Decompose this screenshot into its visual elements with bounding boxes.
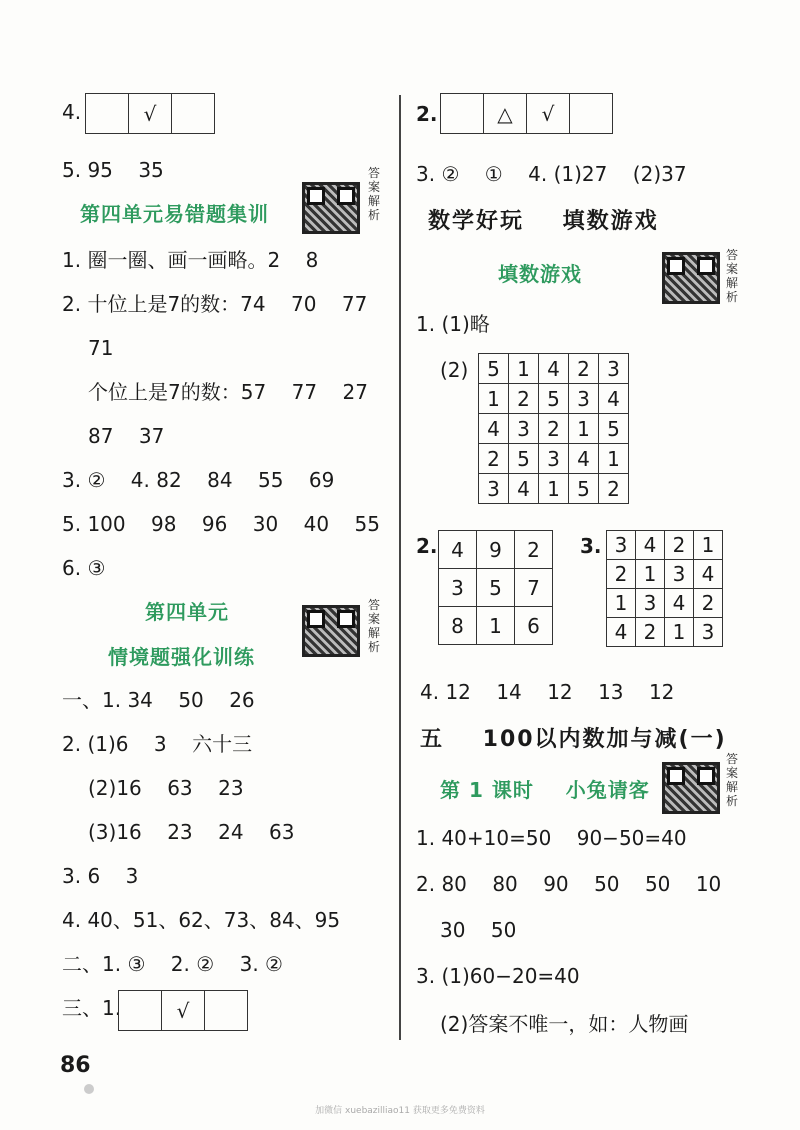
answer-box-cell bbox=[172, 94, 215, 134]
grid-cell: 4 bbox=[607, 618, 636, 647]
grid-cell: 5 bbox=[509, 444, 539, 474]
grid-5x5 bbox=[478, 353, 629, 504]
grid-cell: 3 bbox=[694, 618, 723, 647]
grid-cell: 3 bbox=[607, 531, 636, 560]
q5-answer: 5. 95 35 bbox=[62, 158, 164, 182]
grid-cell: 1 bbox=[569, 414, 599, 444]
heading-fun-math: 数学好玩 填数游戏 bbox=[428, 209, 659, 234]
qr-code-icon bbox=[662, 252, 720, 304]
lesson-q1: 1. 40+10=50 90−50=40 bbox=[416, 826, 687, 850]
answer-box-cell bbox=[86, 94, 129, 134]
s2-q4: 4. 40、51、62、73、84、95 bbox=[62, 908, 341, 932]
s1-q6: 6. ③ bbox=[62, 556, 106, 580]
grid-cell: 7 bbox=[515, 569, 553, 607]
grid-cell: 1 bbox=[607, 589, 636, 618]
lesson-q3-line1: 3. (1)60−20=40 bbox=[416, 964, 580, 988]
grid-cell: 4 bbox=[509, 474, 539, 504]
grid-cell: 3 bbox=[569, 384, 599, 414]
g1-sub-label: (2) bbox=[440, 358, 469, 382]
grid-cell: 4 bbox=[439, 531, 477, 569]
answer-box-cell bbox=[441, 94, 484, 134]
grid-cell: 3 bbox=[509, 414, 539, 444]
section-title-scenario: 情境题强化训练 bbox=[108, 645, 255, 669]
grid-cell: 5 bbox=[477, 569, 515, 607]
r-q3-q4: 3. ② ① 4. (1)27 (2)37 bbox=[416, 162, 687, 186]
s1-q2-line3: 个位上是7的数：57 77 27 bbox=[88, 380, 368, 404]
qr-tag: 答案解析 bbox=[368, 166, 381, 222]
q4-label: 4. bbox=[62, 100, 82, 124]
s2-q2-line3: (3)16 23 24 63 bbox=[88, 820, 295, 844]
page-number: 86 bbox=[60, 1053, 91, 1078]
answer-box-cell: √ bbox=[527, 94, 570, 134]
decorative-dot bbox=[84, 1084, 94, 1094]
grid-cell: 4 bbox=[694, 560, 723, 589]
grid-cell: 1 bbox=[509, 354, 539, 384]
g2-label: 2. bbox=[416, 534, 438, 558]
grid-cell: 3 bbox=[439, 569, 477, 607]
grid-cell: 3 bbox=[479, 474, 509, 504]
grid-cell: 5 bbox=[539, 384, 569, 414]
s1-q3-q4: 3. ② 4. 82 84 55 69 bbox=[62, 468, 335, 492]
grid-cell: 8 bbox=[439, 607, 477, 645]
g3-label: 3. bbox=[580, 534, 602, 558]
s2-q2-line1: 2. (1)6 3 六十三 bbox=[62, 732, 253, 756]
s2-part3-label: 三、1. bbox=[62, 996, 122, 1020]
grid-4x4 bbox=[606, 530, 723, 647]
answer-box-cell bbox=[119, 991, 162, 1031]
grid-cell: 2 bbox=[636, 618, 665, 647]
grid-cell: 1 bbox=[694, 531, 723, 560]
section-title-fill-game: 填数游戏 bbox=[498, 262, 582, 286]
grid-cell: 5 bbox=[599, 414, 629, 444]
s1-q2-line1: 2. 十位上是7的数：74 70 77 bbox=[62, 292, 368, 316]
r-q4: 4. 12 14 12 13 12 bbox=[420, 680, 675, 704]
grid-cell: 4 bbox=[636, 531, 665, 560]
grid-cell: 9 bbox=[477, 531, 515, 569]
s2-part2: 二、1. ③ 2. ② 3. ② bbox=[62, 952, 283, 976]
grid-cell: 5 bbox=[569, 474, 599, 504]
heading-unit5: 五 100以内数加与减(一) bbox=[420, 727, 727, 752]
answer-box-cell: √ bbox=[162, 991, 205, 1031]
grid-cell: 2 bbox=[509, 384, 539, 414]
grid-cell: 2 bbox=[599, 474, 629, 504]
grid-cell: 1 bbox=[477, 607, 515, 645]
grid-cell: 1 bbox=[665, 618, 694, 647]
s1-q2-line4: 87 37 bbox=[88, 424, 165, 448]
grid-cell: 1 bbox=[539, 474, 569, 504]
grid-cell: 2 bbox=[539, 414, 569, 444]
s2-q3: 3. 6 3 bbox=[62, 864, 139, 888]
answer-box-cell: △ bbox=[484, 94, 527, 134]
lesson-q2-line1: 2. 80 80 90 50 50 10 bbox=[416, 872, 722, 896]
qr-tag: 答案解析 bbox=[726, 752, 739, 808]
qr-code-icon bbox=[662, 762, 720, 814]
answer-box-cell: √ bbox=[129, 94, 172, 134]
lesson-q2-line2: 30 50 bbox=[440, 918, 517, 942]
answer-box-cell bbox=[205, 991, 248, 1031]
grid-cell: 4 bbox=[599, 384, 629, 414]
grid-cell: 5 bbox=[479, 354, 509, 384]
qr-tag: 答案解析 bbox=[726, 248, 739, 304]
grid-cell: 2 bbox=[479, 444, 509, 474]
grid-cell: 4 bbox=[569, 444, 599, 474]
column-divider bbox=[399, 95, 401, 1040]
grid-cell: 4 bbox=[539, 354, 569, 384]
s1-q2-line2: 71 bbox=[88, 336, 114, 360]
g1-label: 1. (1)略 bbox=[416, 312, 490, 336]
grid-cell: 3 bbox=[665, 560, 694, 589]
grid-cell: 2 bbox=[569, 354, 599, 384]
grid-cell: 1 bbox=[479, 384, 509, 414]
section-title-lesson1: 第 1 课时 小兔请客 bbox=[440, 778, 650, 802]
r-q2-answer-boxes bbox=[440, 93, 613, 134]
grid-cell: 2 bbox=[665, 531, 694, 560]
grid-cell: 1 bbox=[636, 560, 665, 589]
lesson-q3-line2: (2)答案不唯一，如：人物画 bbox=[440, 1012, 689, 1036]
grid-cell: 3 bbox=[539, 444, 569, 474]
grid-3x3 bbox=[438, 530, 553, 645]
answer-box-cell bbox=[570, 94, 613, 134]
watermark-footer: 加微信 xuebazilliao11 获取更多免费资料 bbox=[315, 1106, 485, 1116]
grid-cell: 2 bbox=[607, 560, 636, 589]
s2-q2-line2: (2)16 63 23 bbox=[88, 776, 244, 800]
grid-cell: 6 bbox=[515, 607, 553, 645]
qr-tag: 答案解析 bbox=[368, 598, 381, 654]
section-title-error-practice: 第四单元易错题集训 bbox=[80, 202, 269, 226]
left-q4-answer-boxes bbox=[85, 93, 215, 134]
grid-cell: 4 bbox=[665, 589, 694, 618]
s1-q5: 5. 100 98 96 30 40 55 bbox=[62, 512, 381, 536]
s1-q1: 1. 圈一圈、画一画略。2 8 bbox=[62, 248, 319, 272]
grid-cell: 1 bbox=[599, 444, 629, 474]
grid-cell: 2 bbox=[694, 589, 723, 618]
grid-cell: 3 bbox=[599, 354, 629, 384]
grid-cell: 3 bbox=[636, 589, 665, 618]
r-q2-label: 2. bbox=[416, 102, 438, 126]
s2-part1-q1: 一、1. 34 50 26 bbox=[62, 688, 255, 712]
grid-cell: 4 bbox=[479, 414, 509, 444]
s2-part3-answer-boxes bbox=[118, 990, 248, 1031]
qr-code-icon bbox=[302, 605, 360, 657]
section-title-unit4: 第四单元 bbox=[145, 600, 229, 624]
qr-code-icon bbox=[302, 182, 360, 234]
grid-cell: 2 bbox=[515, 531, 553, 569]
